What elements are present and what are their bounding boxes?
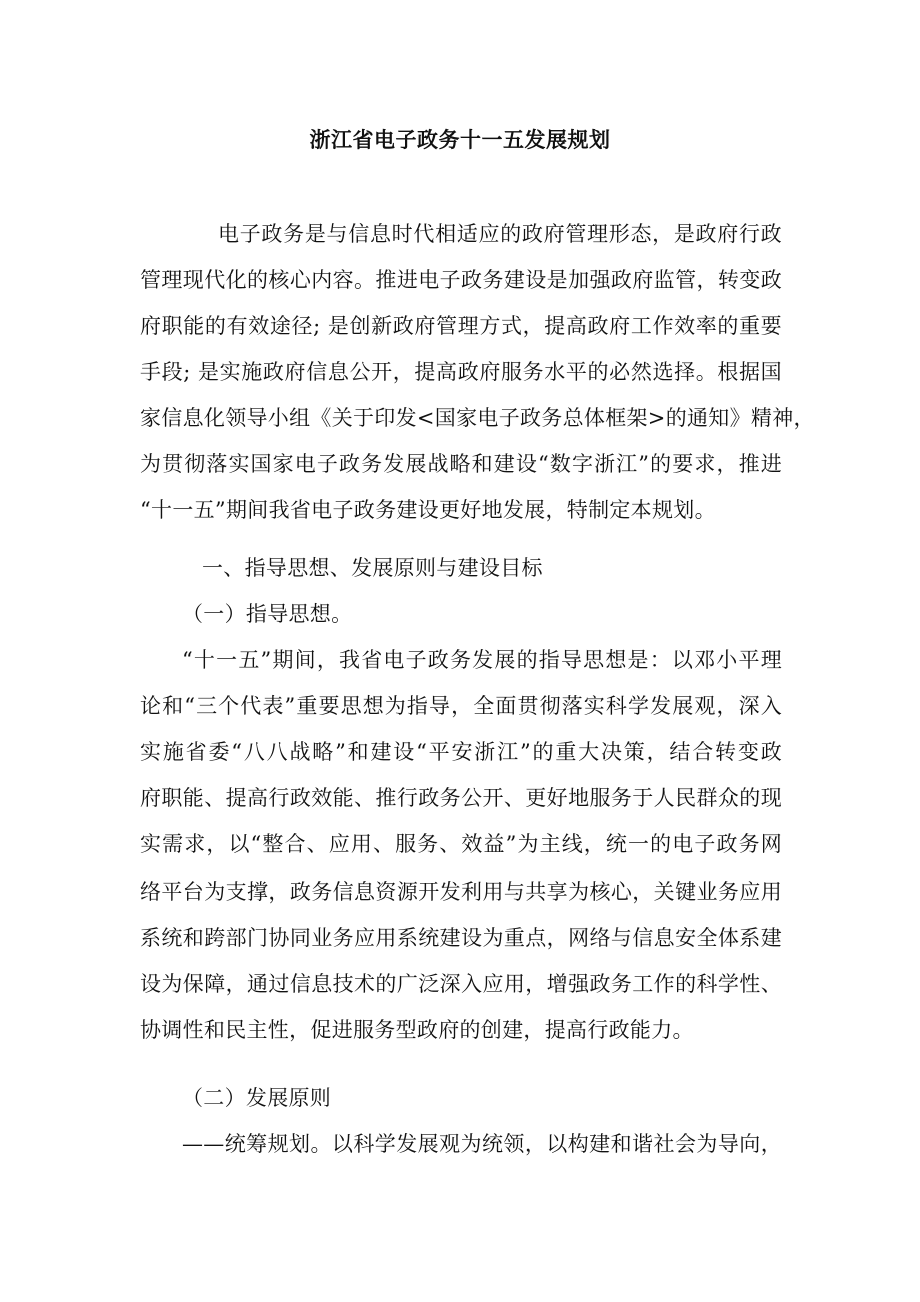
text-line: 家信息化领导小组《关于印发<国家电子政务总体框架>的通知》精神， [140,406,815,430]
text-line: 协调性和民主性，促进服务型政府的创建，提高行政能力。 [140,1018,694,1042]
document-title: 浙江省电子政务十一五发展规划 [309,128,611,152]
text-line: 络平台为支撑，政务信息资源开发利用与共享为核心，关键业务应用 [140,880,782,904]
text-line: 府职能、提高行政效能、推行政务公开、更好地服务于人民群众的现 [140,786,782,810]
text-line: 府职能的有效途径; 是创新政府管理方式，提高政府工作效率的重要 [140,314,782,338]
text-line: （二）发展原则 [182,1086,332,1110]
text-line: 实施省委“八八战略”和建设“平安浙江”的重大决策，结合转变政 [140,740,782,764]
text-line: 手段; 是实施政府信息公开，提高政府服务水平的必然选择。根据国 [140,360,782,384]
text-line: “十一五”期间，我省电子政务发展的指导思想是：以邓小平理 [182,648,782,672]
text-line: ——统筹规划。以科学发展观为统领，以构建和谐社会为导向， [182,1132,782,1156]
text-line: 设为保障，通过信息技术的广泛深入应用，增强政务工作的科学性、 [140,972,782,996]
text-line: “十一五”期间我省电子政务建设更好地发展，特制定本规划。 [140,498,716,522]
text-line: （一）指导思想。 [182,602,353,626]
text-line: 系统和跨部门协同业务应用系统建设为重点，网络与信息安全体系建 [140,926,782,950]
text-line: 管理现代化的核心内容。推进电子政务建设是加强政府监管，转变政 [140,268,782,292]
text-line: 为贯彻落实国家电子政务发展战略和建设“数字浙江”的要求，推进 [140,452,782,476]
text-line: 实需求，以“整合、应用、服务、效益”为主线，统一的电子政务网 [140,832,782,856]
text-line: 电子政务是与信息时代相适应的政府管理形态，是政府行政 [218,222,782,246]
text-line: 一、指导思想、发展原则与建设目标 [202,556,543,580]
text-line: 论和“三个代表”重要思想为指导，全面贯彻落实科学发展观，深入 [140,694,782,718]
